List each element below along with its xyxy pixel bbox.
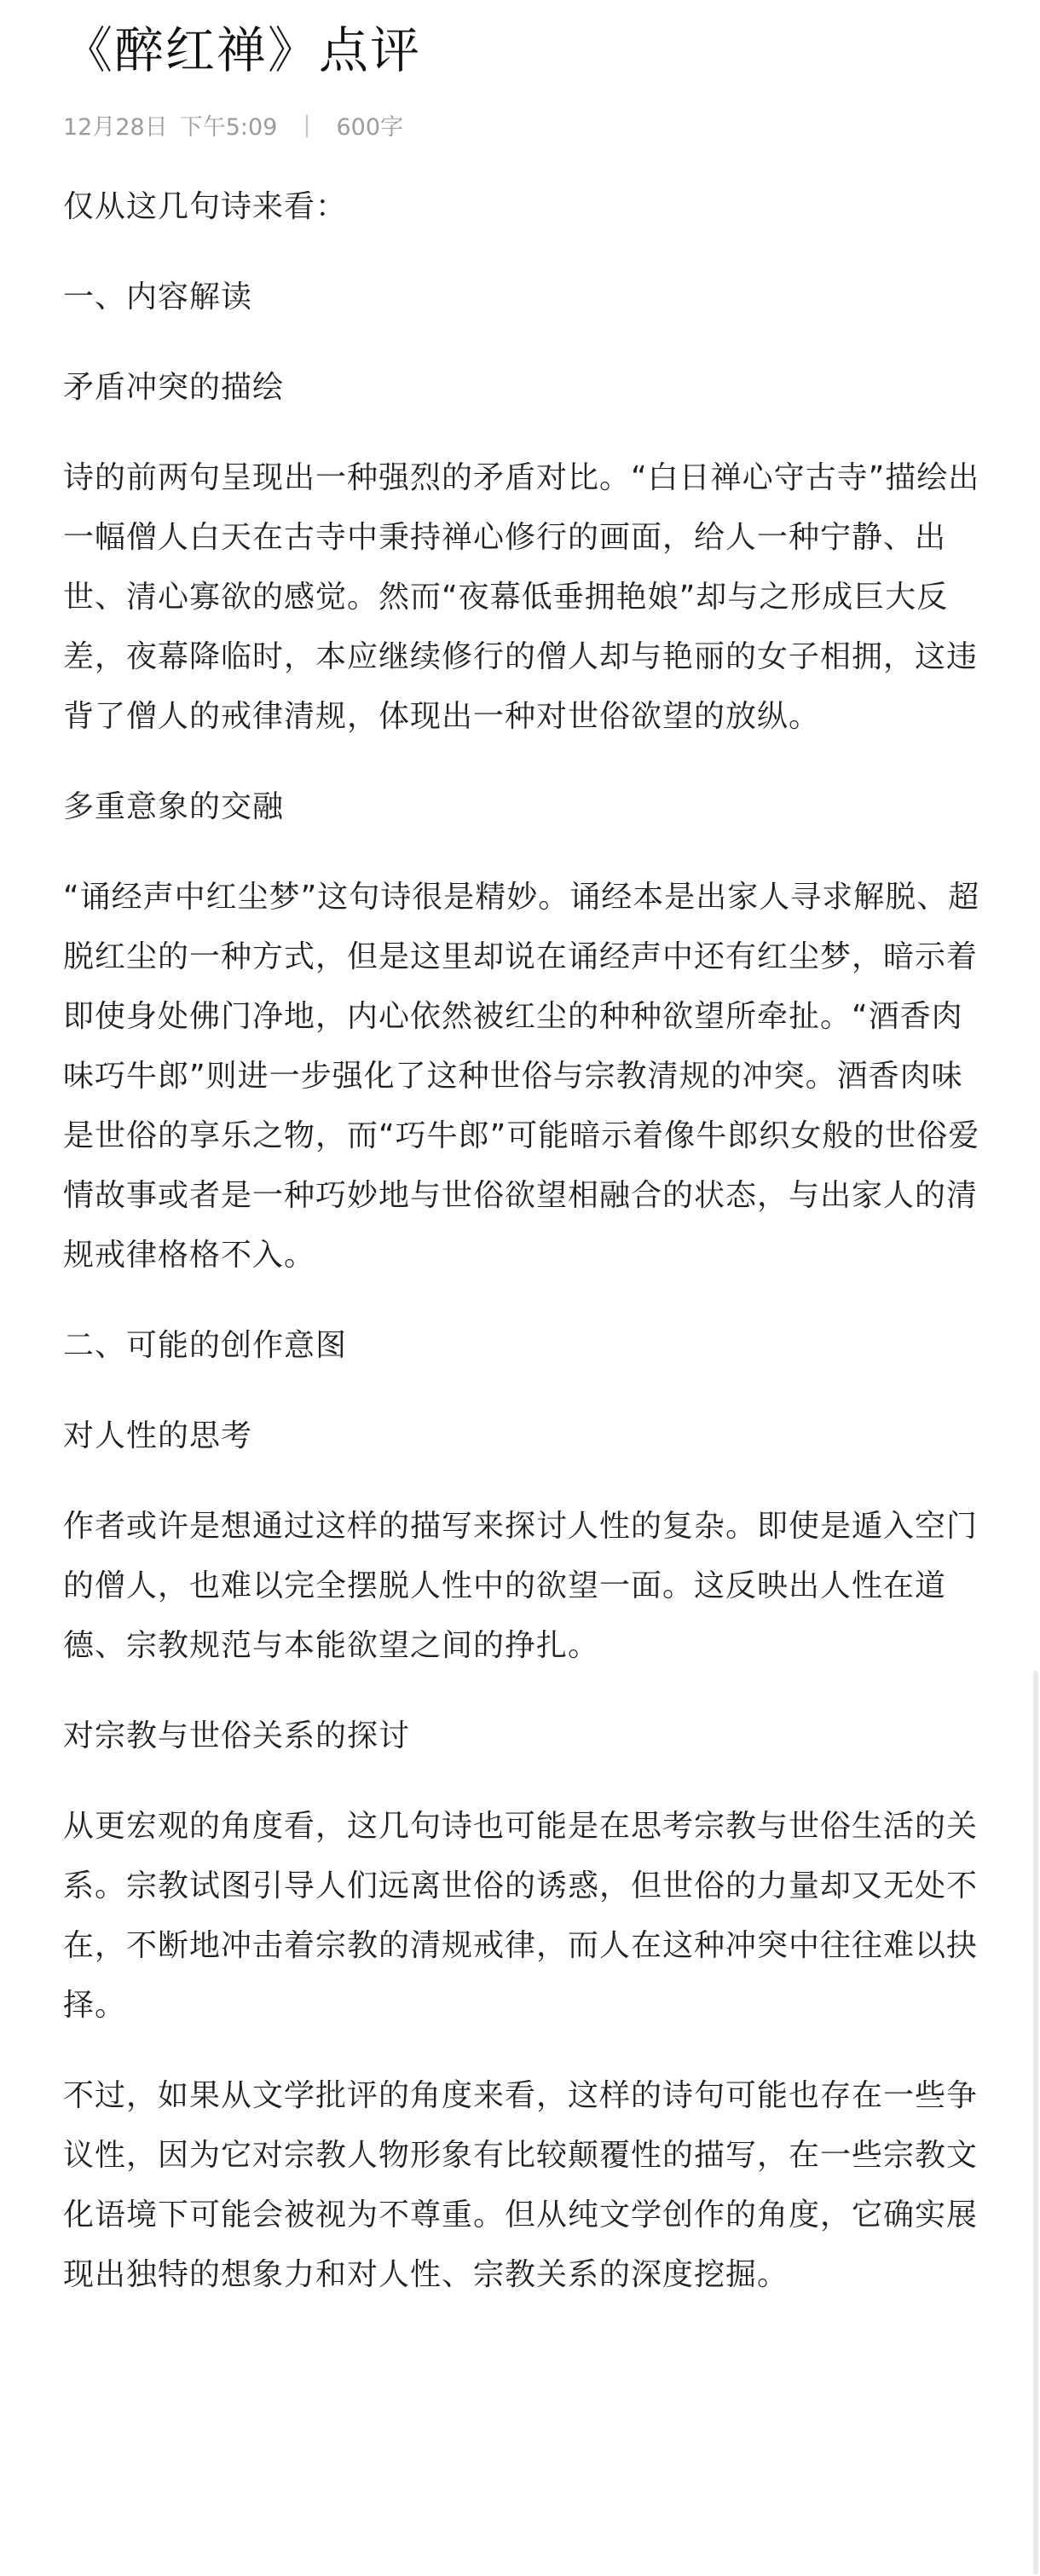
note-body[interactable] <box>63 177 992 2305</box>
note-container <box>63 0 992 2336</box>
note-title: 《醉红禅》点评 <box>63 21 422 79</box>
meta-separator: | <box>303 111 311 138</box>
scrollbar[interactable] <box>1033 1671 1038 2574</box>
section-heading-intent: 二、可能的创作意图 <box>63 1328 348 1363</box>
section-heading-content: 一、内容解读 <box>63 280 253 315</box>
paragraph-religion: 从更宏观的角度看，这几句诗也可能是在思考宗教与世俗生活的关系。宗教试图引导人们远离世俗的诱惑，但世俗的力量却又无处不在，不断地冲击着宗教的清规戒律，而人在这种冲突中往往难以抉择。 <box>63 1809 979 2023</box>
subheading-conflict: 矛盾冲突的描绘 <box>63 370 285 405</box>
paragraph-imagery: “诵经声中红尘梦”这句诗很是精妙。诵经本是出家人寻求解脱、超脱红尘的一种方式，但是这里却说在诵经声中还有红尘梦，暗示着即使身处佛门净地，内心依然被红尘的种种欲望所牵扯。“酒香肉味巧牛郎”则进一步强化了这种世俗与宗教清规的冲突。酒香肉味是世俗的享乐之物，而“巧牛郎”可能暗示着像牛郎织女般的世俗爱情故事或者是一种巧妙地与世俗欲望相融合的状态，与出家人的清规戒律格格不入。 <box>63 880 980 1273</box>
note-date: 12月28日 <box>63 113 168 141</box>
paragraph-conclusion: 不过，如果从文学批评的角度来看，这样的诗句可能也存在一些争议性，因为它对宗教人物形象有比较颠覆性的描写，在一些宗教文化语境下可能会被视为不尊重。但从纯文学创作的角度，它确实展现出独特的想象力和对人性、宗教关系的深度挖掘。 <box>63 2078 979 2292</box>
paragraph-humanity: 作者或许是想通过这样的描写来探讨人性的复杂。即使是遁入空门的僧人，也难以完全摆脱人性中的欲望一面。这反映出人性在道德、宗教规范与本能欲望之间的挣扎。 <box>63 1509 979 1663</box>
subheading-humanity: 对人性的思考 <box>63 1418 253 1453</box>
paragraph-conflict: 诗的前两句呈现出一种强烈的矛盾对比。“白日禅心守古寺”描绘出一幅僧人白天在古寺中秉持禅心修行的画面，给人一种宁静、出世、清心寡欲的感觉。然而“夜幕低垂拥艳娘”却与之形成巨大反差，夜幕降临时，本应继续修行的僧人却与艳丽的女子相拥，这违背了僧人的戒律清规，体现出一种对世俗欲望的放纵。 <box>63 460 980 734</box>
note-time: 下午5:09 <box>179 113 278 141</box>
word-count: 600字 <box>336 113 404 141</box>
note-meta <box>63 107 992 142</box>
paragraph-intro: 仅从这几句诗来看： <box>63 189 348 224</box>
subheading-religion: 对宗教与世俗关系的探讨 <box>63 1718 411 1753</box>
subheading-imagery: 多重意象的交融 <box>63 789 285 824</box>
